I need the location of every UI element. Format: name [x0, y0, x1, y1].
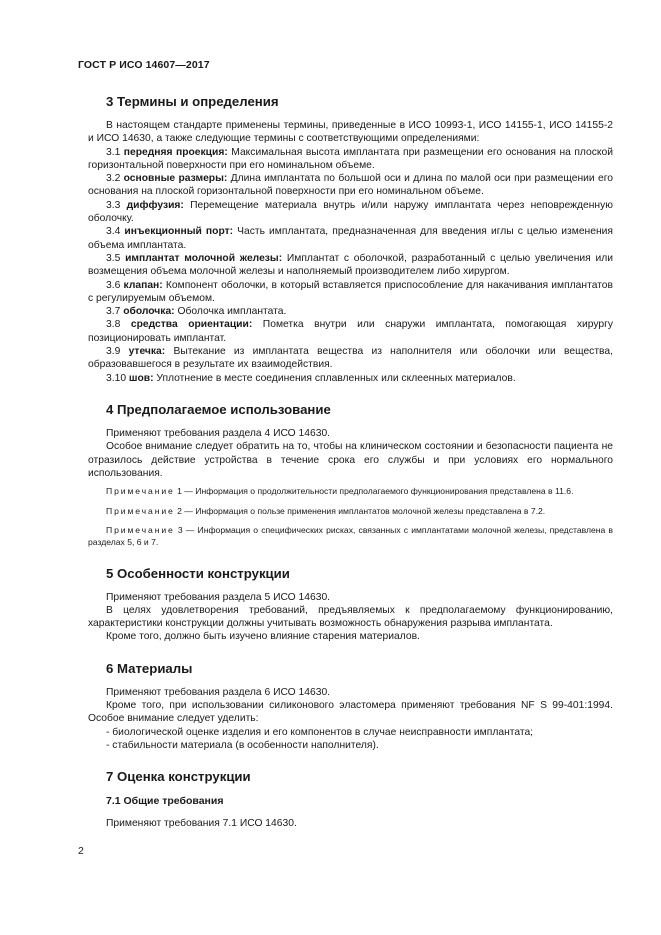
note-text: 2 — Информация о пользе применения имплантатов молочной железы представлена в 7.2. [174, 505, 546, 516]
note-2 [88, 506, 613, 518]
term-name: средства ориентации: [130, 319, 253, 331]
term-number: 3.1 [106, 146, 124, 158]
term-name: передняя проекция: [123, 146, 228, 158]
section-5-paragraph: Кроме того, должно быть изучено влияние старения материалов. [106, 631, 420, 643]
term-name: клапан: [123, 279, 163, 291]
term-3-6 [88, 279, 613, 306]
term-number: 3.9 [106, 346, 129, 358]
term-number: 3.6 [106, 279, 124, 291]
term-definition: Уплотнение в месте соединения сплавленных или склеенных материалов. [153, 372, 516, 384]
term-name: имплантат молочной железы: [125, 252, 283, 264]
section-7-title: 7 Оценка конструкции [106, 769, 251, 785]
term-definition: Пометка внутри или снаружи имплантата, помогающая хирургу позиционировать имплантат. [88, 319, 614, 344]
term-name: инъекционный порт: [124, 226, 234, 238]
section-3-intro: В настоящем стандарте применены термины, приведенные в ИСО 10993-1, ИСО 14155-1, ИСО 14155-2 и ИСО 14630, а также следующие термины с соответствующими определениями: [88, 120, 613, 145]
term-number: 3.7 [106, 306, 124, 318]
term-number: 3.4 [106, 226, 125, 238]
term-number: 3.2 [106, 173, 124, 185]
section-6-title: 6 Материалы [106, 660, 193, 676]
note-label: Примечание [106, 486, 175, 497]
list-item: - биологической оценке изделия и его компонентов в случае неисправности имплантата; [106, 726, 534, 738]
term-name: оболочка: [123, 306, 175, 318]
term-definition: Компонент оболочки, в который вставляется приспособление для накачивания имплантатов с регулируемым объемом. [88, 279, 613, 304]
note-text: 1 — Информация о продолжительности предполагаемого функционирования представлена в 11.6. [174, 486, 574, 497]
subsection-7-1-title: 7.1 Общие требования [106, 795, 224, 808]
term-number: 3.5 [106, 252, 126, 264]
term-3-10 [88, 372, 613, 385]
note-label: Примечание [106, 505, 175, 516]
term-number: 3.8 [106, 319, 131, 331]
section-7-paragraph: Применяют требования 7.1 ИСО 14630. [106, 818, 297, 830]
note-3 [88, 525, 613, 548]
term-definition: Имплантат с оболочкой, разработанный с целью увеличения или возмещения объема молочной железы и наполняемый производителем либо хирургом. [88, 252, 613, 278]
section-3-title: 3 Термины и определения [106, 94, 279, 109]
section-5-paragraph: Применяют требования раздела 5 ИСО 14630. [106, 591, 331, 603]
section-5-title: 5 Особенности конструкции [106, 565, 290, 581]
term-name: основные размеры: [123, 173, 228, 185]
page-number: 2 [78, 845, 84, 857]
term-definition: Длина имплантата по большой оси и длина по малой оси при размещении его основания на плоской горизонтальной поверхности при его номинальном объеме. [88, 173, 613, 198]
term-definition: Перемещение материала внутрь и/или наружу имплантата через неповрежденную оболочку. [88, 199, 613, 225]
note-text: 3 — Информация о специфических рисках, связанных с имплантатами молочной железы, представлена в разделах 5, 6 и 7. [88, 525, 613, 547]
section-6-paragraph: Применяют требования раздела 6 ИСО 14630. [106, 686, 331, 698]
term-definition: Часть имплантата, предназначенная для введения иглы с целью изменения объема имплантата. [88, 226, 613, 251]
section-4-paragraph: Особое внимание следует обратить на то, чтобы на клиническом состоянии и безопасности пациента не отразилось действие устройства в течение срока его службы и при условиях его нормального использования. [88, 441, 613, 479]
term-name: шов: [128, 372, 154, 384]
note-label: Примечание [106, 525, 175, 536]
section-4-paragraph: Применяют требования раздела 4 ИСО 14630. [106, 427, 331, 439]
term-definition: Оболочка имплантата. [174, 306, 287, 318]
term-name: диффузия: [126, 199, 184, 211]
term-3-4 [88, 225, 613, 252]
list-item: - стабильности материала (в особенности наполнителя). [106, 739, 379, 751]
term-3-5 [88, 252, 613, 279]
term-number: 3.3 [106, 199, 127, 211]
term-3-7 [88, 305, 613, 318]
section-4-title: 4 Предполагаемое использование [106, 401, 331, 417]
term-number: 3.10 [106, 372, 129, 384]
term-3-9 [88, 345, 613, 372]
section-6-paragraph: Кроме того, при использовании силиконового эластомера применяют требования NF S 99-401:1994. Особое внимание следует уделить: [88, 699, 613, 725]
term-3-2 [88, 172, 613, 199]
term-definition: Вытекание из имплантата вещества из наполнителя или оболочки или вещества, образовавшегося в результате их взаимодействия. [88, 346, 613, 371]
standard-header: ГОСТ Р ИСО 14607—2017 [78, 59, 210, 71]
page-content [88, 80, 613, 831]
term-3-8 [88, 318, 613, 345]
term-definition: Максимальная высота имплантата при размещении его основания на плоской горизонтальной поверхности при его номинальном объеме. [88, 146, 613, 171]
section-5-paragraph: В целях удовлетворения требований, предъявляемых к предполагаемому функционированию, характеристики конструкции должны учитывать возможность обнаружения разрыва имплантата. [88, 604, 613, 630]
term-name: утечка: [128, 346, 166, 358]
term-3-3 [88, 199, 613, 226]
note-1 [88, 486, 613, 498]
term-3-1 [88, 146, 613, 173]
